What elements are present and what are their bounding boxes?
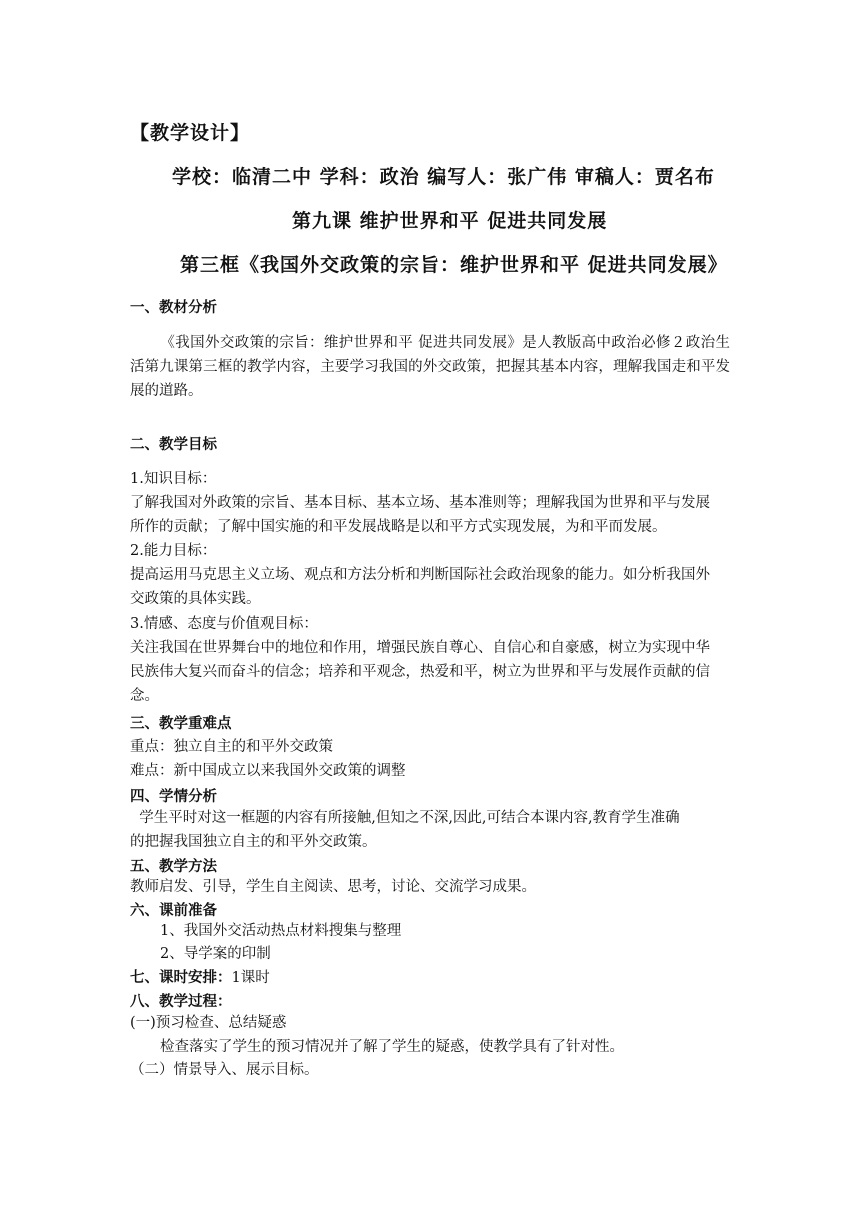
section-4-title: 四、学情分析 (130, 789, 217, 805)
learner-analysis-line: 学生平时对这一框题的内容有所接触,但知之不深,因此,可结合本课内容,教育学生准确 (130, 810, 680, 826)
emotion-goal-line: 关注我国在世界舞台中的地位和作用，增强民族自尊心、自信心和自豪感，树立为实现中华 (130, 640, 710, 656)
process-step-1-body: 检查落实了学生的预习情况并了解了学生的疑惑，使教学具有了针对性。 (160, 1039, 624, 1055)
section-8-title: 八、教学过程： (130, 994, 232, 1010)
knowledge-goal-line: 所作的贡献；了解中国实施的和平发展战略是以和平方式实现发展，为和平而发展。 (130, 519, 667, 535)
ability-goal-line: 提高运用马克思主义立场、观点和方法分析和判断国际社会政治现象的能力。如分析我国外 (130, 567, 710, 583)
prep-item: 2、导学案的印制 (160, 946, 271, 962)
teaching-method: 教师启发、引导，学生自主阅读、思考，讨论、交流学习成果。 (130, 879, 536, 895)
lesson-title: 第九课 维护世界和平 促进共同发展 (292, 210, 608, 232)
emotion-goal-line: 念。 (130, 688, 159, 704)
prep-item: 1、我国外交活动热点材料搜集与整理 (160, 923, 402, 939)
emotion-goal-label: 3.情感、态度与价值观目标： (130, 616, 318, 632)
section-3-title: 三、教学重难点 (130, 716, 232, 732)
section-1-title: 一、教材分析 (130, 300, 217, 316)
ability-goal-line: 交政策的具体实践。 (130, 591, 261, 607)
section-5-title: 五、教学方法 (130, 859, 217, 875)
knowledge-goal-label: 1.知识目标： (130, 471, 217, 487)
frame-title: 第三框《我国外交政策的宗旨：维护世界和平 促进共同发展》 (180, 254, 728, 276)
design-tag: 【教学设计】 (130, 122, 251, 144)
process-step-1: (一)预习检查、总结疑惑 (130, 1015, 287, 1031)
key-point: 重点：独立自主的和平外交政策 (130, 739, 333, 755)
section-1-body (130, 331, 730, 403)
emotion-goal-line: 民族伟大复兴而奋斗的信念；培养和平观念，热爱和平，树立为世界和平与发展作贡献的信 (130, 664, 710, 680)
section-1-text: 《我国外交政策的宗旨：维护世界和平 促进共同发展》是人教版高中政治必修２政治生活第九课第三框的教学内容，主要学习我国的外交政策，把握其基本内容，理解我国走和平发展的道路。 (130, 335, 730, 399)
meta-line: 学校：临清二中 学科：政治 编写人：张广伟 审稿人：贾名布 (172, 166, 715, 188)
difficult-point: 难点：新中国成立以来我国外交政策的调整 (130, 763, 406, 779)
class-hours: 1课时 (231, 970, 270, 986)
learner-analysis-line: 的把握我国独立自主的和平外交政策。 (130, 834, 377, 850)
ability-goal-label: 2.能力目标： (130, 543, 217, 559)
section-6-title: 六、课前准备 (130, 903, 217, 919)
knowledge-goal-line: 了解我国对外政策的宗旨、基本目标、基本立场、基本准则等；理解我国为世界和平与发展 (130, 495, 710, 511)
section-2-title: 二、教学目标 (130, 437, 217, 453)
process-step-2: （二）情景导入、展示目标。 (130, 1062, 319, 1078)
section-7-title: 七、课时安排： (130, 970, 232, 986)
section-7-row (130, 966, 270, 988)
